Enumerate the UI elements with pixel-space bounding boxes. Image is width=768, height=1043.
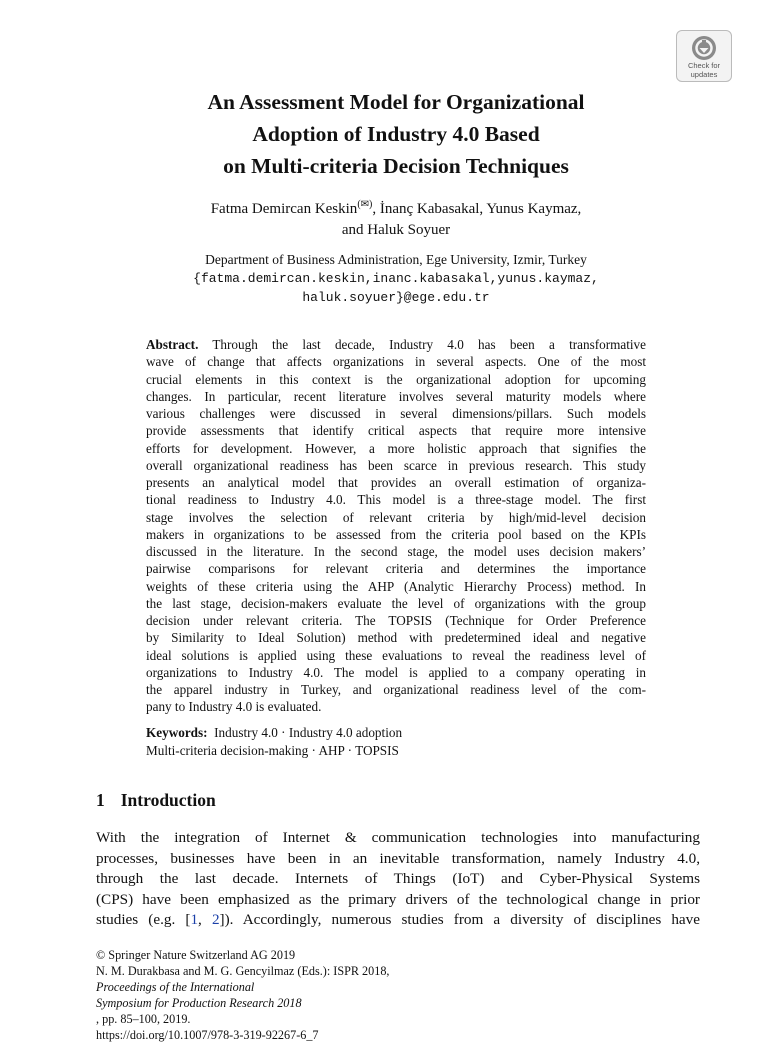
body-line: through the last decade. Internets of Things (IoT) and Cyber-Physical Systems bbox=[96, 870, 700, 887]
abstract-line: various challenges were discussed in several dimensions/pillars. Such models bbox=[146, 406, 646, 421]
abstract-line: presents an analytical model that provides an overall estimation of organiza- bbox=[146, 475, 646, 490]
footnote bbox=[96, 947, 700, 1043]
title-line-3: on Multi-criteria Decision Techniques bbox=[223, 154, 569, 178]
body-text-segment: , bbox=[198, 911, 212, 928]
abstract-line: provide assessments that identify critical aspects that require more intensive bbox=[146, 423, 646, 439]
paper-title bbox=[100, 86, 692, 182]
abstract-line: makers in organizations to be assessed from the criteria pool based on the KPIs bbox=[146, 526, 646, 542]
body-line: (CPS) have been emphasized as the primary drivers of the technological change in prior bbox=[96, 890, 700, 908]
abstract-line: discussed in the literature. In the second stage, the model uses decision makers’ bbox=[146, 544, 646, 559]
abstract-line: pairwise comparisons for relevant criteria and determines the importance bbox=[146, 561, 646, 577]
proceedings-title-1: Proceedings of the International bbox=[96, 980, 255, 994]
keywords-label: Keywords: bbox=[146, 725, 208, 740]
section-title: Introduction bbox=[120, 790, 216, 810]
title-line-1: An Assessment Model for Organizational bbox=[207, 90, 585, 114]
abstract-text: Through the last decade, Industry 4.0 has been a transformative bbox=[198, 337, 646, 352]
abstract-line: ideal solutions is applied using these evaluations to reveal the readiness level of bbox=[146, 647, 646, 663]
abstract-line: efforts for development. However, a more holistic approach that signifies the bbox=[146, 440, 646, 456]
body-line: With the integration of Internet & communication technologies into manufacturing bbox=[96, 829, 700, 846]
body-text-segment: ]). Accordingly, numerous studies from a diversity of disciplines have bbox=[219, 911, 701, 928]
section-number: 1 bbox=[96, 790, 105, 810]
citation-line-2 bbox=[96, 995, 700, 1027]
abstract-line: stage involves the selection of relevant criteria by high/mid-level decision bbox=[146, 509, 646, 525]
authors-line-1 bbox=[100, 199, 692, 220]
abstract bbox=[146, 336, 646, 716]
author-list bbox=[100, 199, 692, 241]
badge-label-line1: Check for bbox=[687, 61, 721, 70]
abstract-line: weights of these criteria using the AHP (Analytic Hierarchy Process) method. In bbox=[146, 578, 646, 594]
doi-link[interactable]: https://doi.org/10.1007/978-3-319-92267-6_7 bbox=[96, 1028, 319, 1042]
editors: N. M. Durakbasa and M. G. Gencyilmaz (Eds.): ISPR 2018, bbox=[96, 964, 390, 978]
abstract-line: organizations to Industry 4.0. The model is applied to a company operating in bbox=[146, 664, 646, 680]
other-authors: , İnanç Kabasakal, Yunus Kaymaz, bbox=[372, 201, 582, 217]
department: Department of Business Administration, Ege University, Izmir, Turkey bbox=[205, 252, 587, 267]
body-line: processes, businesses have been in an inevitable transformation, namely Industry 4.0, bbox=[96, 849, 700, 867]
body-text-segment: studies (e.g. [ bbox=[96, 911, 191, 928]
email-line-1: {fatma.demircan.keskin,inanc.kabasakal,yunus.kaymaz, bbox=[193, 271, 599, 286]
citation-line-1 bbox=[96, 963, 700, 995]
section-heading-introduction bbox=[96, 789, 216, 811]
first-author: Fatma Demircan Keskin bbox=[210, 201, 358, 217]
check-for-updates-badge[interactable] bbox=[676, 30, 732, 82]
mail-icon[interactable]: (✉) bbox=[357, 199, 373, 210]
badge-label-line2: updates bbox=[690, 70, 718, 79]
abstract-line: overall organizational readiness has been scarce in previous research. This study bbox=[146, 457, 646, 473]
abstract-line: tional readiness to Industry 4.0. This model is a three-stage model. The first bbox=[146, 492, 646, 508]
abstract-label: Abstract. bbox=[146, 337, 199, 352]
pages: , pp. 85–100, 2019. bbox=[96, 1012, 191, 1026]
authors-line-2: and Haluk Soyuer bbox=[341, 222, 451, 238]
abstract-line: crucial elements in this context is the organizational adoption for upcoming bbox=[146, 371, 646, 387]
affiliation bbox=[100, 250, 692, 307]
title-line-2: Adoption of Industry 4.0 Based bbox=[252, 122, 540, 146]
abstract-line: pany to Industry 4.0 is evaluated. bbox=[146, 699, 322, 715]
keywords-text-1: Industry 4.0 · Industry 4.0 adoption bbox=[207, 725, 403, 740]
abstract-line: decision under relevant criteria. The TOPSIS (Technique for Order Preference bbox=[146, 613, 646, 628]
body-line bbox=[96, 910, 700, 931]
copyright: © Springer Nature Switzerland AG 2019 bbox=[96, 948, 296, 962]
keywords-line-1 bbox=[146, 724, 646, 742]
abstract-line: the apparel industry in Turkey, and organizational readiness level of the com- bbox=[146, 682, 646, 697]
keywords-line-2: Multi-criteria decision-making · AHP · TOPSIS bbox=[146, 743, 399, 758]
abstract-line: the last stage, decision-makers evaluate the level of organizations with the group bbox=[146, 595, 646, 611]
citation-link-1[interactable]: 1 bbox=[190, 911, 199, 928]
keywords bbox=[146, 724, 646, 760]
body-text bbox=[96, 828, 700, 931]
email-line-2: haluk.soyuer}@ege.edu.tr bbox=[302, 290, 490, 305]
check-for-updates-icon bbox=[691, 35, 717, 61]
citation-link-2[interactable]: 2 bbox=[211, 911, 220, 928]
abstract-line bbox=[146, 336, 646, 353]
proceedings-title-2: Symposium for Production Research 2018 bbox=[96, 996, 302, 1010]
abstract-line: wave of change that affects organizations in several aspects. One of the most bbox=[146, 354, 646, 370]
abstract-line: by Similarity to Ideal Solution) method with predetermined ideal and negative bbox=[146, 630, 646, 646]
abstract-line: changes. In particular, recent literature involves several maturity models where bbox=[146, 388, 646, 404]
